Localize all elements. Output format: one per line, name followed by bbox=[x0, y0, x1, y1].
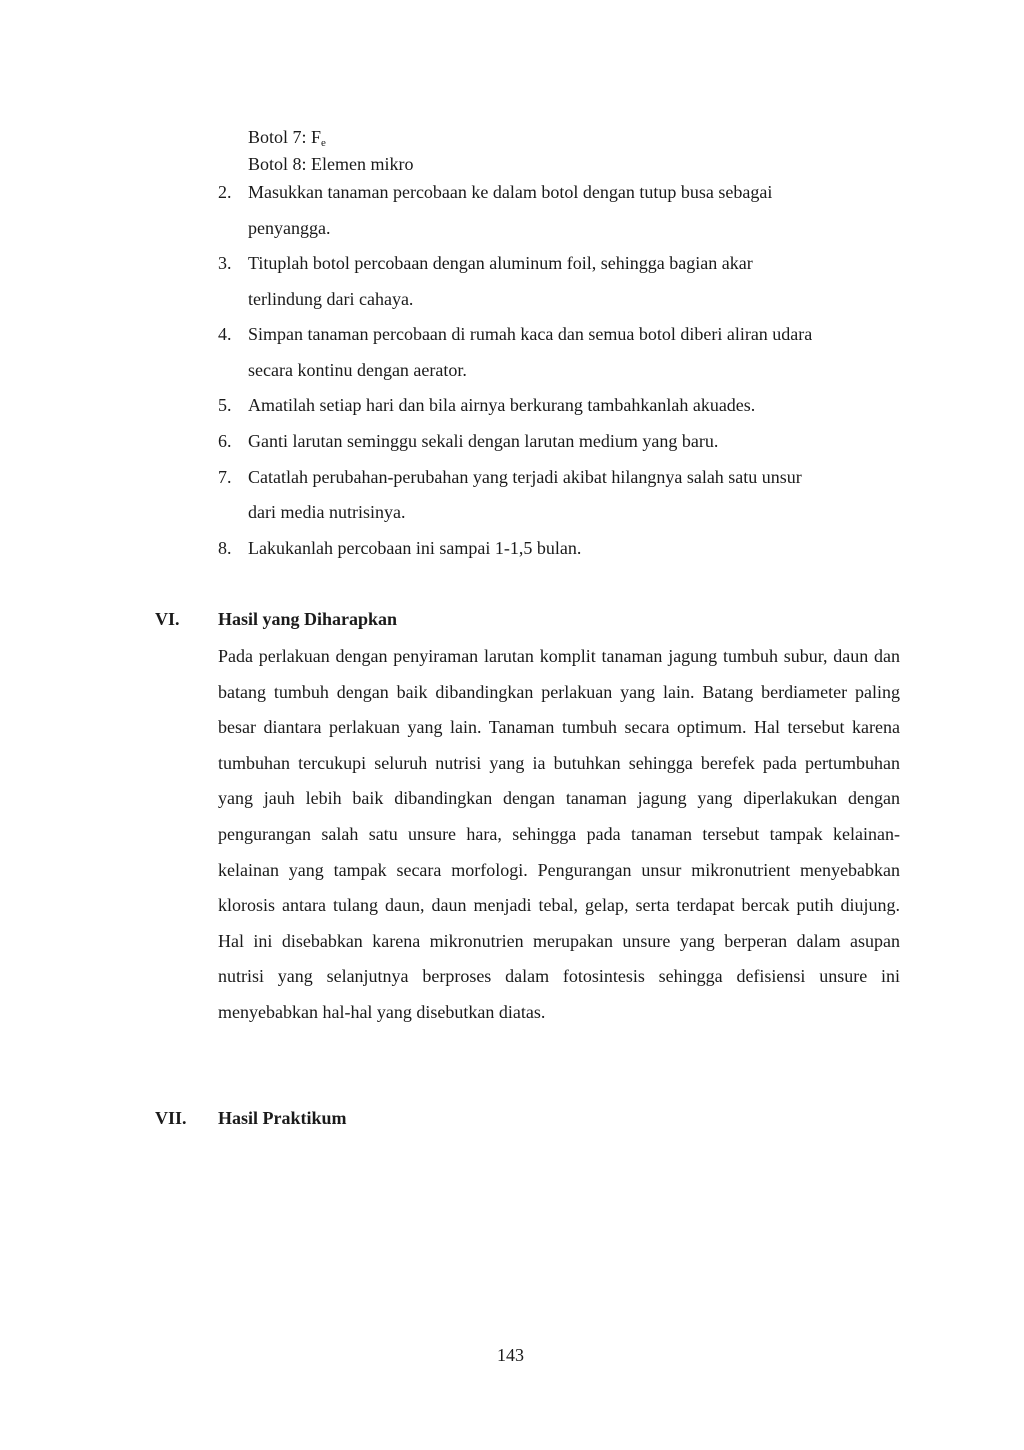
step-3-number: 3. bbox=[218, 253, 232, 273]
section-7-title: Hasil Praktikum bbox=[218, 1108, 347, 1128]
step-5-number: 5. bbox=[218, 395, 232, 415]
step-8-line-1: Lakukanlah percobaan ini sampai 1-1,5 bulan. bbox=[248, 538, 582, 558]
page-number: 143 bbox=[497, 1345, 524, 1365]
section-6-title: Hasil yang Diharapkan bbox=[218, 609, 398, 629]
step-4-line-2: secara kontinu dengan aerator. bbox=[248, 360, 467, 380]
step-5-line-1: Amatilah setiap hari dan bila airnya berkurang tambahkanlah akuades. bbox=[248, 395, 756, 415]
section-7-numeral: VII. bbox=[155, 1108, 187, 1128]
step-2-line-2: penyangga. bbox=[248, 218, 331, 238]
botol-8-line: Botol 8: Elemen mikro bbox=[248, 154, 414, 174]
step-3-line-1: Tituplah botol percobaan dengan aluminum foil, sehingga bagian akar bbox=[248, 253, 753, 273]
step-7-number: 7. bbox=[218, 467, 232, 487]
step-7-line-1: Catatlah perubahan-perubahan yang terjadi akibat hilangnya salah satu unsur bbox=[248, 467, 802, 487]
step-2-number: 2. bbox=[218, 182, 232, 202]
section-6-paragraph: Pada perlakuan dengan penyiraman larutan komplit tanaman jagung tumbuh subur, daun dan batang tumbuh dengan baik dibandingkan perlakuan yang lain. Batang berdiameter paling besar diantara perlakuan yang lain. Tanaman tumbuh secara optimum. Hal tersebut karena tumbuhan tercukupi seluruh nutrisi yang ia butuhkan sehingga berefek pada pertumbuhan yang jauh lebih baik dibandingkan dengan tanaman jagung yang diperlakukan dengan pengurangan salah satu unsure hara, sehingga pada tanaman tersebut tampak kelainan-kelainan yang tampak secara morfologi. Pengurangan unsur mikronutrient menyebabkan klorosis antara tulang daun, daun menjadi tebal, gelap, serta terdapat bercak putih diujung. Hal ini disebabkan karena mikronutrien merupakan unsure yang berperan dalam asupan nutrisi yang selanjutnya berproses dalam fotosintesis sehingga defisiensi unsure ini menyebabkan hal-hal yang disebutkan diatas. bbox=[218, 646, 900, 1022]
step-4-line-1: Simpan tanaman percobaan di rumah kaca dan semua botol diberi aliran udara bbox=[248, 324, 813, 344]
section-6-numeral: VI. bbox=[155, 609, 180, 629]
step-6-number: 6. bbox=[218, 431, 232, 451]
botol-7-line bbox=[248, 126, 326, 154]
step-6-line-1: Ganti larutan seminggu sekali dengan larutan medium yang baru. bbox=[248, 431, 719, 451]
step-4-number: 4. bbox=[218, 324, 232, 344]
step-7-line-2: dari media nutrisinya. bbox=[248, 502, 406, 522]
step-8-number: 8. bbox=[218, 538, 232, 558]
botol-7-subscript: e bbox=[321, 137, 326, 149]
step-2-line-1: Masukkan tanaman percobaan ke dalam botol dengan tutup busa sebagai bbox=[248, 182, 773, 202]
step-3-line-2: terlindung dari cahaya. bbox=[248, 289, 414, 309]
botol-7-text: Botol 7: F bbox=[248, 127, 322, 147]
